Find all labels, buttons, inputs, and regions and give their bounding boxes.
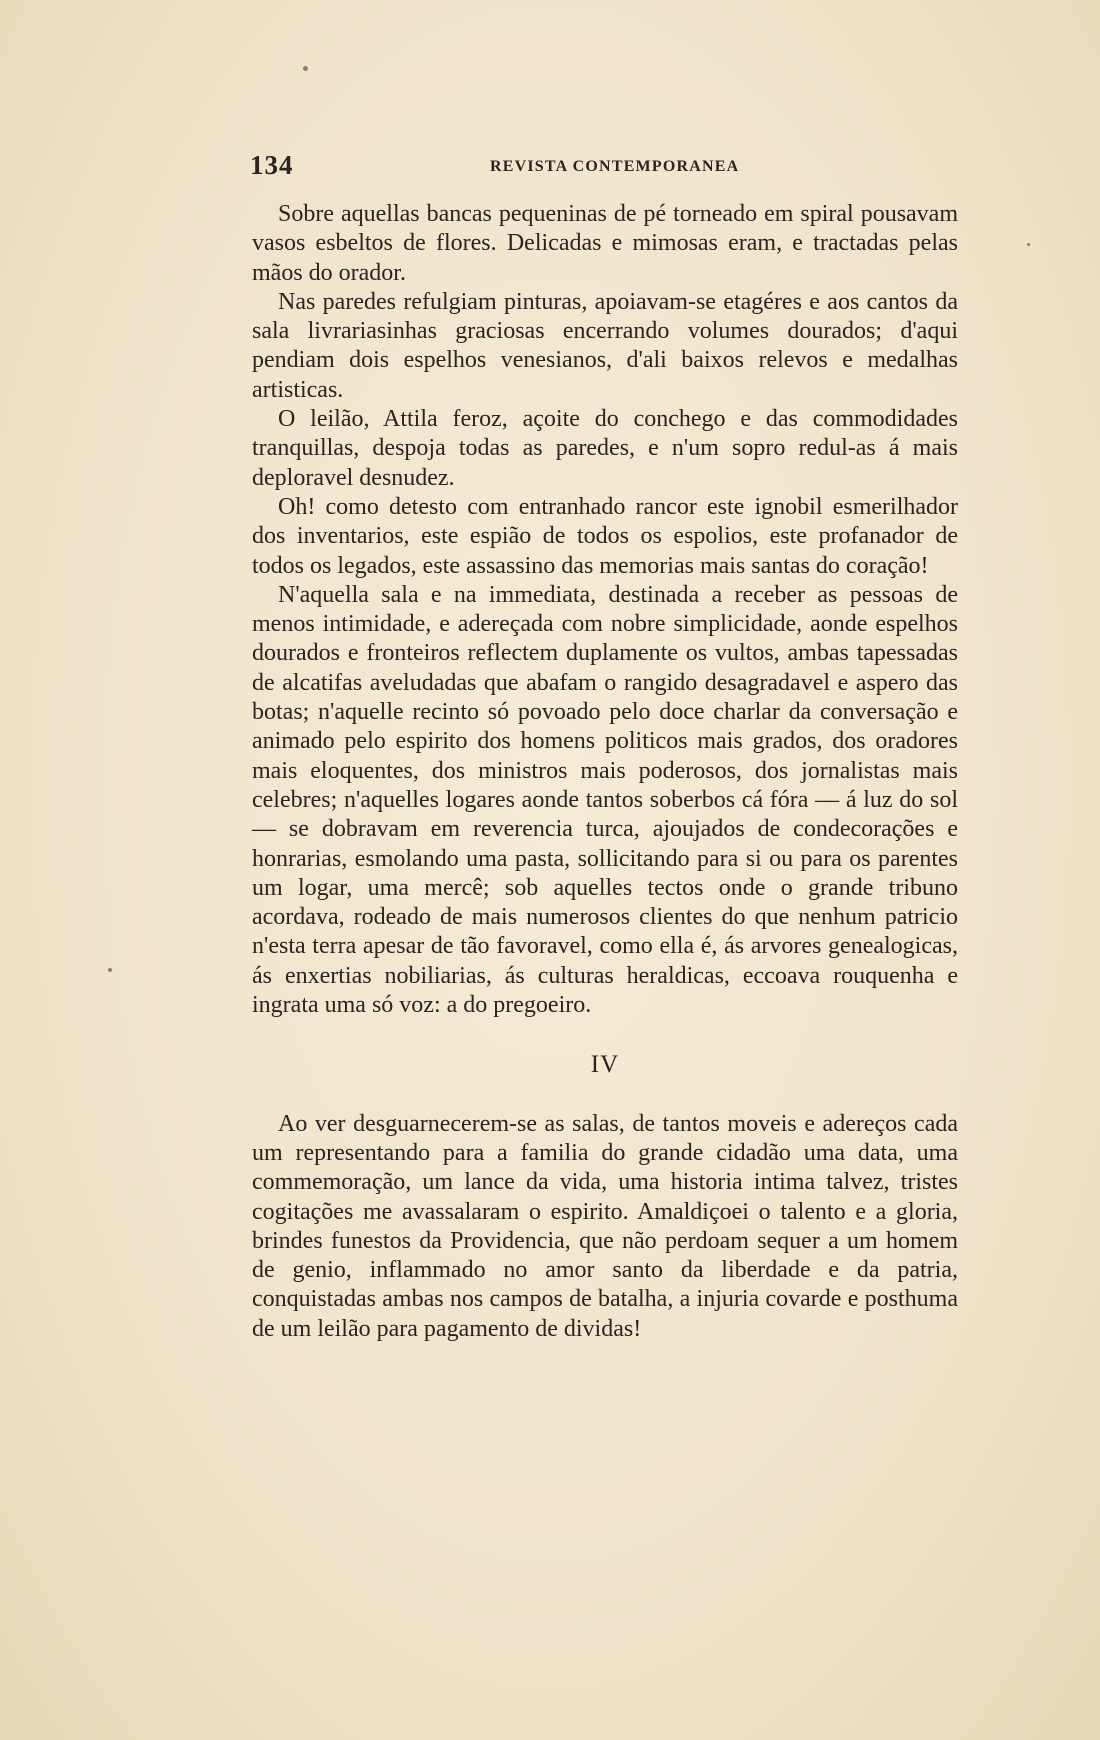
paragraph: Nas paredes refulgiam pinturas, apoiavam-se etagéres e aos cantos da sala livrariasinhas graciosas encerrando volumes dourados; d'aqui pendiam dois espelhos venesianos, d'ali baixos relevos e medalhas artisticas. xyxy=(252,288,958,403)
paragraph: Sobre aquellas bancas pequeninas de pé torneado em spiral pousavam vasos esbeltos de flores. Delicadas e mimosas eram, e tractadas pelas mãos do orador. xyxy=(252,201,958,286)
paragraph: O leilão, Attila feroz, açoite do conchego e das commodidades tranquillas, despoja todas as paredes, e n'um sopro redul-as á mais deploravel desnudez. xyxy=(252,406,958,491)
paper-speck xyxy=(303,66,308,71)
page-header xyxy=(250,150,960,186)
paper-speck xyxy=(1027,243,1030,246)
running-head: REVISTA CONTEMPORANEA xyxy=(490,158,740,175)
paragraph: N'aquella sala e na immediata, destinada a receber as pessoas de menos intimidade, e adereçada com nobre simplicidade, aonde espelhos dourados e fronteiros reflectem duplamente os vultos, ambas tapessadas de alcatifas aveludadas que abafam o rangido desagradavel e aspero das botas; n'aquelle recinto só povoado pelo doce charlar da conversação e animado pelo espirito dos homens politicos mais grados, dos oradores mais eloquentes, dos ministros mais poderosos, dos jornalistas mais celebres; n'aquelles logares aonde tantos soberbos cá fóra — á luz do sol — se dobravam em reverencia turca, ajoujados de condecorações e honrarias, esmolando uma pasta, sollicitando para si ou para os parentes um logar, uma mercê; sob aquelles tectos onde o grande tribuno acordava, rodeado de mais numerosos clientes do que nenhum patricio n'esta terra apesar de tão favoravel, como ella é, ás arvores genealogicas, ás enxertias nobiliarias, ás culturas heraldicas, eccoava rouquenha e ingrata uma só voz: a do pregoeiro. xyxy=(252,581,958,1019)
page-number: 134 xyxy=(250,150,294,180)
section-heading: IV xyxy=(590,1051,620,1079)
paragraph: Oh! como detesto com entranhado rancor este ignobil esmerilhador dos inventarios, este espião de todos os espolios, este profanador de todos os legados, este assassino das memorias mais santas do coração! xyxy=(252,493,958,579)
body-text xyxy=(252,200,958,1344)
paper-speck xyxy=(108,968,112,972)
paragraph: Ao ver desguarnecerem-se as salas, de tantos moveis e adereços cada um representando para a familia do grande cidadão uma data, uma commemoração, um lance da vida, uma historia intima talvez, tristes cogitações me avassalaram o espirito. Amaldiçoei o talento e a gloria, brindes funestos da Providencia, que não perdoam sequer a um homem de genio, inflammado no amor santo da liberdade e da patria, conquistadas ambas nos campos de batalha, a injuria covarde e posthuma de um leilão para pagamento de dividas! xyxy=(252,1110,958,1342)
